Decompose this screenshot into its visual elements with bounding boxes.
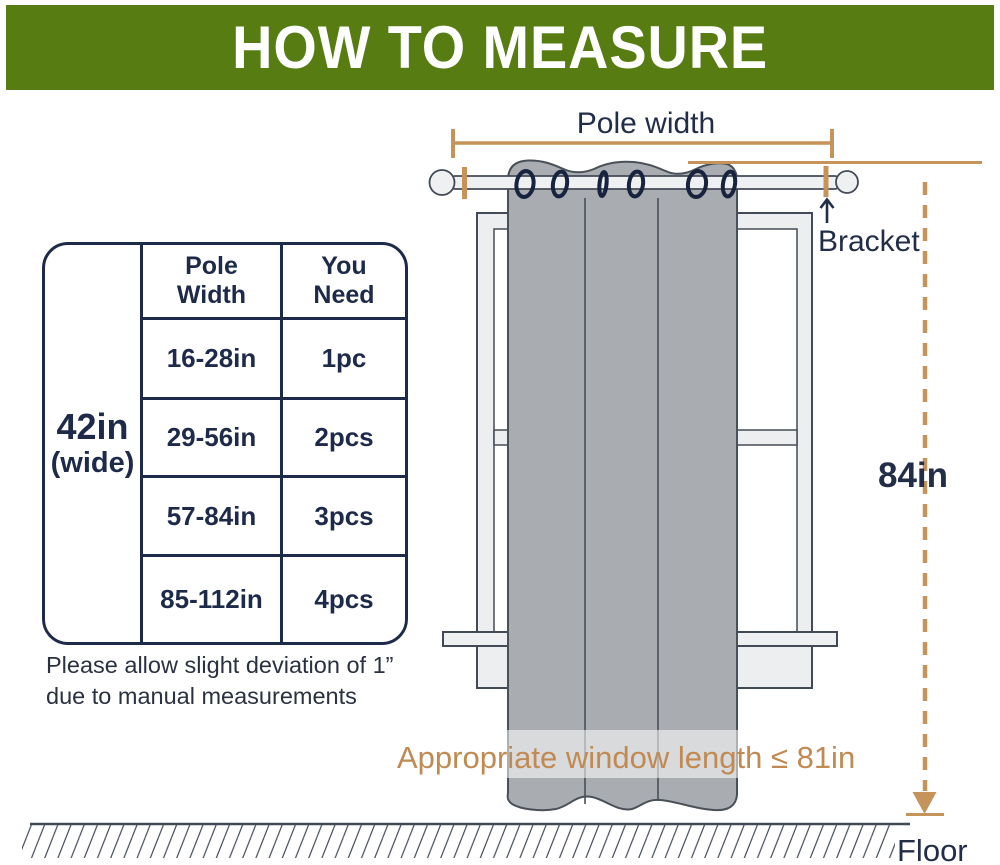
table-cell-you-need: 1pc — [280, 320, 405, 400]
page-title: HOW TO MEASURE — [232, 14, 768, 81]
window-length-label: Appropriate window length ≤ 81in — [397, 740, 856, 775]
header-banner — [6, 5, 994, 90]
col-header-line: You — [321, 252, 367, 280]
col-header-you-need — [280, 245, 405, 320]
size-table-panel — [42, 242, 408, 645]
col-header-line: Need — [313, 281, 375, 309]
floor-hatching — [22, 825, 895, 859]
panel-width-cell — [45, 245, 143, 642]
curtain — [508, 160, 737, 810]
table-cell-pole-width: 85-112in — [160, 584, 263, 614]
col-header-line: Width — [176, 281, 247, 309]
table-cell-you-need: 2pcs — [280, 400, 405, 478]
table-cell-pole-width: 16-28in — [143, 320, 280, 400]
col-header-pole-width — [143, 245, 280, 320]
deviation-note — [46, 650, 393, 712]
panel-width-sub: (wide) — [50, 446, 135, 479]
rod-finial-right — [836, 171, 858, 193]
panel-width-value: 42in — [56, 405, 129, 447]
size-table — [45, 245, 405, 642]
pole-width-label: Pole width — [576, 107, 716, 140]
table-cell-pole-width: 57-84in — [143, 478, 280, 557]
col-header-line: Pole — [185, 252, 238, 280]
bracket-label: Bracket — [818, 225, 920, 258]
note-line-1: Please allow slight deviation of 1” — [46, 652, 394, 678]
height-arrowhead-icon — [913, 792, 937, 814]
curtain-panel — [508, 160, 737, 810]
curtain-length-label: 84in — [878, 456, 949, 495]
table-cell-you-need: 3pcs — [280, 478, 405, 557]
floor-label: Floor — [897, 833, 968, 865]
table-cell-you-need: 4pcs — [280, 557, 405, 642]
rod-finial-left — [430, 170, 455, 195]
note-line-2: due to manual measurements — [46, 683, 357, 709]
table-cell-pole-width: 29-56in — [143, 400, 280, 478]
bracket-arrow-icon — [821, 200, 834, 224]
